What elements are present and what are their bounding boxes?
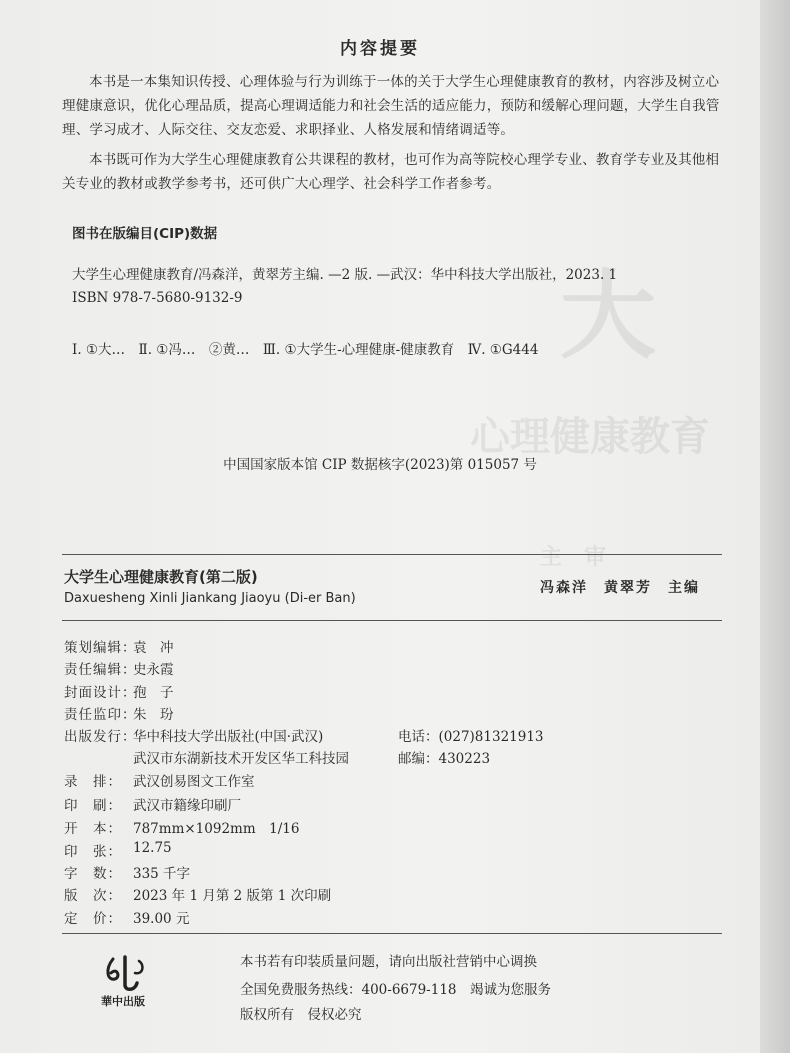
spec-value: 2023 年 1 月第 2 版第 1 次印刷	[133, 888, 332, 904]
spec-label: 定 价：	[64, 911, 122, 927]
bleed-through-text: 心理健康教育	[470, 414, 710, 460]
footer-notice: 本书若有印装质量问题，请向出版社营销中心调换	[240, 954, 537, 970]
publisher-label: 出版发行：	[64, 729, 137, 745]
spec-label: 字 数：	[64, 866, 122, 882]
svg-text:華中出版: 華中出版	[101, 995, 145, 1008]
spec-label: 开 本：	[64, 821, 122, 837]
cip-classification: Ⅰ. ①大… Ⅱ. ①冯… ②黄… Ⅲ. ①大学生-心理健康-健康教育 Ⅳ. ①G444	[72, 342, 539, 358]
staff-value: 朱 玢	[133, 707, 174, 723]
summary-title: 内容提要	[340, 39, 420, 59]
book-pinyin: Daxuesheng Xinli Jiankang Jiaoyu (Di-er Ban)	[64, 591, 356, 606]
spec-value: 787mm×1092mm 1/16	[133, 821, 300, 837]
publisher-postcode: 邮编：430223	[398, 751, 491, 767]
cip-isbn: ISBN 978-7-5680-9132-9	[72, 290, 243, 306]
staff-label: 封面设计：	[64, 685, 137, 701]
divider	[62, 554, 722, 555]
staff-value: 袁 冲	[133, 640, 174, 656]
cip-number: 中国国家版本馆 CIP 数据核字(2023)第 015057 号	[223, 457, 537, 473]
staff-label: 责任编辑：	[64, 662, 137, 678]
spec-value: 武汉创易图文工作室	[133, 774, 255, 790]
divider	[62, 620, 722, 621]
spec-label: 印 刷：	[64, 798, 122, 814]
publisher-logo-mark-icon	[95, 951, 175, 1011]
staff-value: 孢 子	[133, 685, 174, 701]
summary-paragraph-1: 本书是一本集知识传授、心理体验与行为训练于一体的关于大学生心理健康教育的教材，内容涉及树立心理健康意识，优化心理品质，提高心理调适能力和社会生活的适应能力，预防和缓解心理问题，大学生自我管理、学习成才、人际交往、交友恋爱、求职择业、人格发展和情绪调适等。	[62, 74, 720, 138]
publisher-address: 武汉市东湖新技术开发区华工科技园	[133, 751, 349, 767]
spec-value: 335 千字	[133, 866, 191, 882]
spec-value: 39.00 元	[133, 911, 190, 927]
publisher-logo	[95, 951, 175, 1011]
footer-hotline: 全国免费服务热线：400-6679-118 竭诚为您服务	[240, 982, 552, 998]
spec-label: 印 张：	[64, 844, 122, 860]
cip-line-1: 大学生心理健康教育/冯森洋，黄翠芳主编. —2 版. —武汉：华中科技大学出版社，2023. 1	[72, 267, 618, 283]
spec-value: 12.75	[133, 840, 172, 856]
spec-label: 版 次：	[64, 888, 122, 904]
publisher-phone: 电话：(027)81321913	[398, 729, 544, 745]
spec-value: 武汉市籍缘印刷厂	[133, 798, 241, 814]
bleed-through-text: 主 审	[540, 545, 607, 570]
staff-label: 策划编辑：	[64, 640, 137, 656]
summary-paragraph-2: 本书既可作为大学生心理健康教育公共课程的教材，也可作为高等院校心理学专业、教育学专业及其他相关专业的教材或教学参考书，还可供广大心理学、社会科学工作者参考。	[62, 152, 720, 192]
staff-value: 史永霞	[133, 662, 174, 678]
page-edge	[760, 0, 790, 1053]
book-editors: 冯森洋 黄翠芳 主编	[540, 580, 700, 596]
divider	[62, 933, 722, 934]
bleed-through-text: 大	[560, 260, 656, 372]
footer-copyright: 版权所有 侵权必究	[240, 1007, 362, 1023]
book-title: 大学生心理健康教育(第二版)	[64, 568, 258, 586]
spec-label: 录 排：	[64, 774, 122, 790]
staff-label: 责任监印：	[64, 707, 137, 723]
cip-heading: 图书在版编目(CIP)数据	[72, 226, 218, 242]
publisher-name: 华中科技大学出版社(中国·武汉)	[133, 729, 324, 745]
